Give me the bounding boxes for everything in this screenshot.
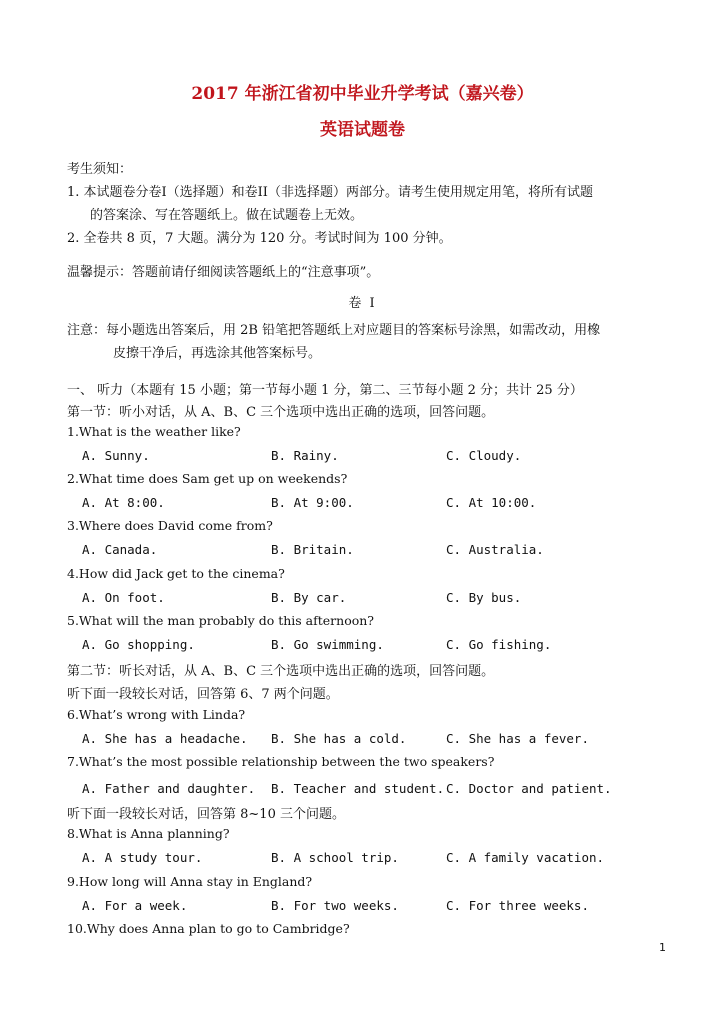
question-10: 10.Why does Anna plan to go to Cambridge? [67,921,350,936]
option-b: B. She has a cold. [271,731,407,746]
option-c: C. Cloudy. [446,448,522,463]
section-label: 卷 I [348,296,377,311]
question-9: 9.How long will Anna stay in England? [67,874,313,889]
question-2: 2.What time does Sam get up on weekends? [67,471,348,486]
option-b: B. Britain. [271,542,354,557]
option-a: A. Sunny. [82,448,150,463]
notice-heading: 考生须知： [67,162,133,177]
question-5: 5.What will the man probably do this afternoon? [67,613,374,628]
page-number: 1 [659,941,666,954]
notice-item-2: 2. 全卷共 8 页，7 大题。满分为 120 分。考试时间为 100 分钟。 [67,231,452,246]
dialog-instruction-8-10: 听下面一段较长对话，回答第 8~10 三个问题。 [67,807,345,822]
option-c: C. At 10:00. [446,495,537,510]
option-c: C. She has a fever. [446,731,589,746]
option-b: B. Go swimming. [271,637,384,652]
question-6: 6.What’s wrong with Linda? [67,707,246,722]
section1-instruction: 第一节：听小对话，从 A、B、C 三个选项中选出正确的选项，回答问题。 [67,405,495,420]
question-8: 8.What is Anna planning? [67,826,230,841]
option-c: C. Doctor and patient. [446,781,612,796]
option-a: A. For a week. [82,898,188,913]
option-c: C. Australia. [446,542,544,557]
exam-subtitle: 英语试题卷 [320,120,405,140]
option-a: A. She has a headache. [82,731,248,746]
option-c: C. For three weeks. [446,898,589,913]
option-a: A. A study tour. [82,850,203,865]
attention-line-cont: 皮擦干净后，再选涂其他答案标号。 [113,346,322,361]
option-b: B. At 9:00. [271,495,354,510]
notice-item-1: 1. 本试题卷分卷Ⅰ（选择题）和卷II（非选择题）两部分。请考生使用规定用笔，将所有试题 [67,185,593,200]
option-c: C. Go fishing. [446,637,552,652]
exam-title: 2017 年浙江省初中毕业升学考试（嘉兴卷） [191,84,534,104]
question-1: 1.What is the weather like? [67,424,241,439]
dialog-instruction-6-7: 听下面一段较长对话，回答第 6、7 两个问题。 [67,687,339,702]
option-a: A. Canada. [82,542,158,557]
question-3: 3.Where does David come from? [67,518,273,533]
option-b: B. Teacher and student. [271,781,445,796]
option-b: B. For two weeks. [271,898,399,913]
option-a: A. Father and daughter. [82,781,256,796]
section2-instruction: 第二节：听长对话，从 A、B、C 三个选项中选出正确的选项，回答问题。 [67,664,495,679]
part1-heading: 一、 听力（本题有 15 小题；第一节每小题 1 分，第二、三节每小题 2 分；共计 25 分） [67,383,583,398]
option-b: B. Rainy. [271,448,339,463]
question-4: 4.How did Jack get to the cinema? [67,566,285,581]
option-a: A. On foot. [82,590,165,605]
warm-tip: 温馨提示：答题前请仔细阅读答题纸上的“注意事项”。 [67,265,380,280]
attention-line: 注意：每小题选出答案后，用 2B 铅笔把答题纸上对应题目的答案标号涂黑，如需改动，用橡 [67,323,601,338]
option-a: A. Go shopping. [82,637,195,652]
option-c: C. A family vacation. [446,850,605,865]
notice-item-1-cont: 的答案涂、写在答题纸上。做在试题卷上无效。 [90,208,364,223]
option-a: A. At 8:00. [82,495,165,510]
question-7: 7.What’s the most possible relationship between the two speakers? [67,754,495,769]
option-b: B. By car. [271,590,347,605]
option-b: B. A school trip. [271,850,399,865]
option-c: C. By bus. [446,590,522,605]
